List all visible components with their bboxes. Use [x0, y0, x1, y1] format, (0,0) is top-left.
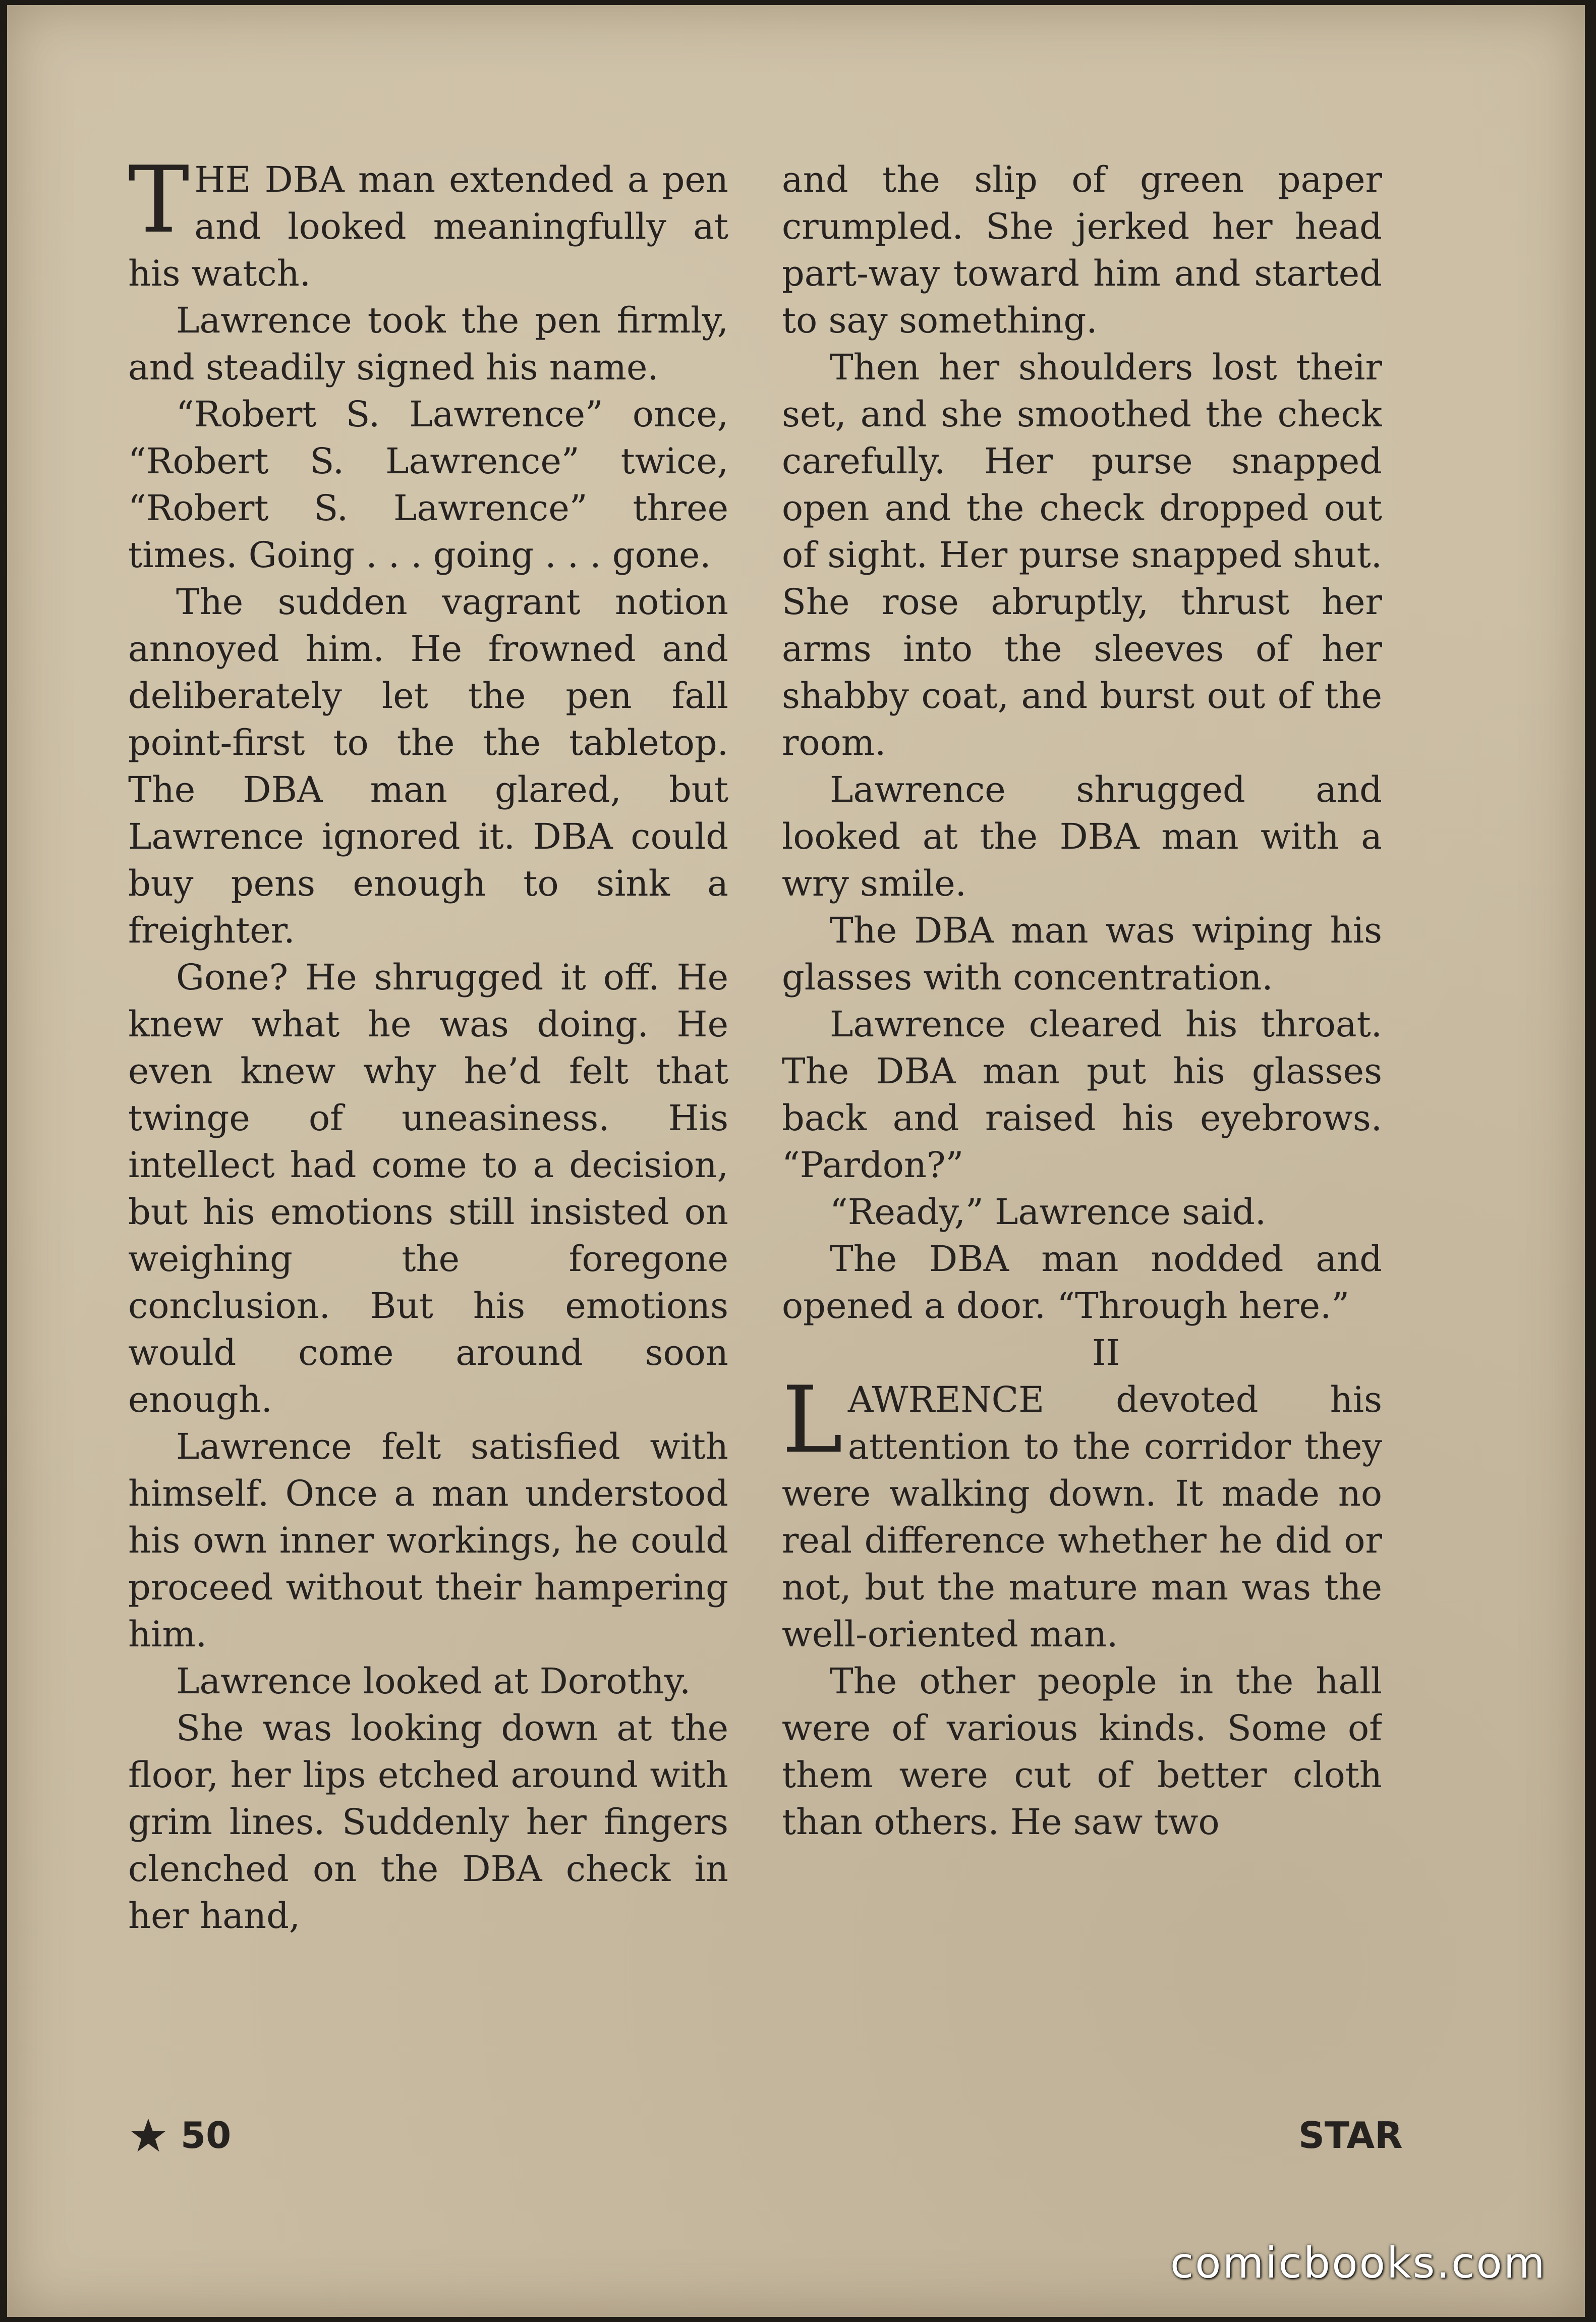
- watermark: comicbooks.com: [1170, 2238, 1547, 2288]
- paragraph: Lawrence cleared his throat. The DBA man put his glasses back and raised his eyebrows. “Pardon?”: [782, 1004, 1382, 1186]
- paragraph: Gone? He shrugged it off. He knew what he was doing. He even knew why he’d felt that twinge of uneasiness. His intellect had come to a decision, but his emotions still insisted on weighing the foregone conclusion. But his emotions would come around soon enough.: [128, 957, 728, 1420]
- paragraph-opening: [128, 156, 728, 297]
- paragraph: The sudden vagrant notion annoyed him. He frowned and deliberately let the pen fall point-first to the the tabletop. The DBA man glared, but Lawrence ignored it. DBA could buy pens enough to sink a freighter.: [128, 581, 728, 951]
- opening-text: HE DBA man extended a pen and looked meaningfully at his watch.: [128, 159, 728, 294]
- page-number: 50: [181, 2114, 232, 2157]
- paragraph: “Ready,” Lawrence said.: [830, 1191, 1267, 1233]
- page-folio: [130, 2114, 231, 2157]
- paragraph: The other people in the hall were of various kinds. Some of them were cut of better cloth than others. He saw two: [782, 1661, 1382, 1843]
- drop-cap-l: L: [782, 1366, 843, 1473]
- paragraph: Lawrence looked at Dorothy.: [176, 1661, 691, 1702]
- paragraph-section-opening: [782, 1366, 1382, 1658]
- section-heading: II: [1092, 1332, 1120, 1373]
- paragraph: Lawrence took the pen firmly, and steadily signed his name.: [128, 300, 728, 388]
- book-page: [7, 5, 1585, 2317]
- star-icon: [130, 2117, 166, 2153]
- drop-cap-t: T: [128, 156, 190, 253]
- paragraph: The DBA man nodded and opened a door. “Through here.”: [782, 1238, 1382, 1326]
- paragraph: Lawrence shrugged and looked at the DBA man with a wry smile.: [782, 769, 1382, 904]
- paragraph: Lawrence felt satisfied with himself. Once a man understood his own inner workings, he could proceed without their hampering him.: [128, 1426, 728, 1655]
- paragraph: She was looking down at the floor, her lips etched around with grim lines. Suddenly her fingers clenched on the DBA check in her hand,: [128, 1707, 728, 1937]
- paragraph: The DBA man was wiping his glasses with concentration.: [782, 910, 1382, 998]
- paragraph: Then her shoulders lost their set, and she smoothed the check carefully. Her purse snapped open and the check dropped out of sight. Her purse snapped shut. She rose abruptly, thrust her arms into the sleeves of her shabby coat, and burst out of the room.: [782, 347, 1382, 763]
- paragraph: “Robert S. Lawrence” once, “Robert S. Lawrence” twice, “Robert S. Lawrence” three times. Going . . . going . . . gone.: [128, 394, 728, 576]
- running-foot: STAR: [1298, 2114, 1403, 2157]
- section-opening-text: AWRENCE devoted his attention to the corridor they were walking down. It made no real difference whether he did or not, but the mature man was the well-oriented man.: [782, 1379, 1382, 1655]
- paragraph-continuation: and the slip of green paper crumpled. She jerked her head part-way toward him and started to say something.: [782, 159, 1382, 341]
- right-column: [782, 156, 1382, 2104]
- left-column: [128, 156, 728, 2104]
